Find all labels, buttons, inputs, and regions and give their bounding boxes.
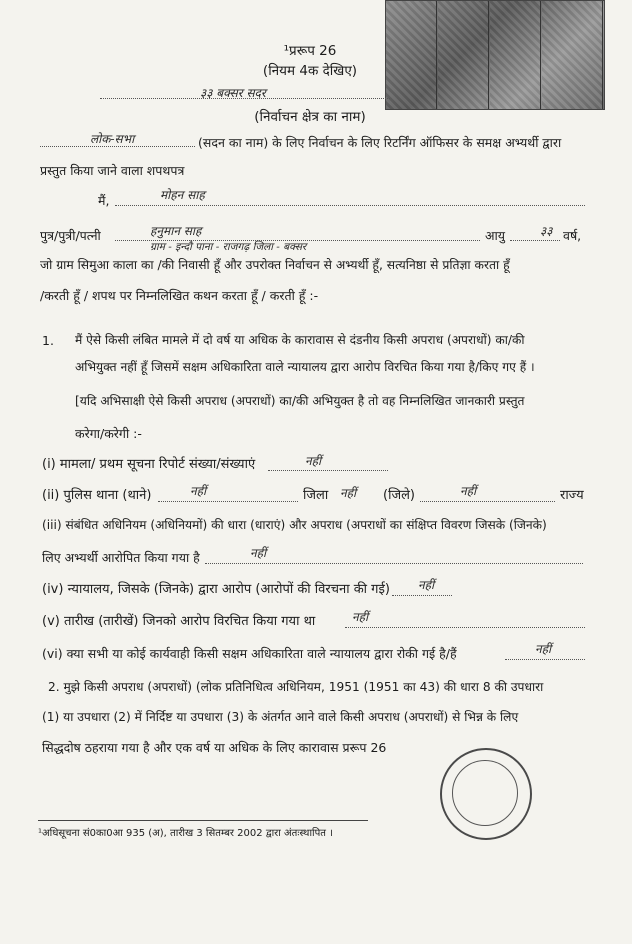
age-handwritten: ३३ bbox=[540, 224, 553, 238]
state-label: राज्य bbox=[560, 488, 584, 503]
item-iii-label-2: लिए अभ्यर्थी आरोपित किया गया है bbox=[42, 550, 200, 565]
item-i-answer: नहीं bbox=[305, 454, 322, 468]
section-1-number: 1. bbox=[42, 333, 54, 348]
footnote: ¹अधिसूचना सं0का0आ 935 (अ), तारीख 3 सितम्बर 2002 द्वारा अंतःस्थापित । bbox=[38, 828, 333, 839]
section-1-line-4: करेगा/करेगी :- bbox=[75, 426, 142, 441]
item-i-label: (i) मामला/ प्रथम सूचना रिपोर्ट संख्या/संख्याएं bbox=[42, 457, 256, 472]
footnote-divider bbox=[38, 820, 368, 821]
item-iii-answer: नहीं bbox=[250, 546, 267, 560]
item-v-label: (v) तारीख (तारीखें) जिनको आरोप विरचित किया गया था bbox=[42, 614, 316, 629]
item-ii-answer: नहीं bbox=[190, 484, 207, 498]
address-handwritten: ग्राम - इन्दौ पाना - राजगढ़ जिला - बक्सर bbox=[150, 241, 307, 253]
court-fee-stamps bbox=[385, 0, 605, 110]
section-2-line-2: (1) या उपधारा (2) में निर्दिष्ट या उपधारा (3) के अंतर्गत आने वाले किसी अपराध (अपराधों) से भिन्न के लिए bbox=[42, 710, 519, 724]
relation-label: पुत्र/पुत्री/पत्नी bbox=[40, 228, 101, 243]
section-2-line-3: सिद्धदोष ठहराया गया है और एक वर्ष या अधिक के लिए कारावास प्ररूप 26 bbox=[42, 740, 387, 755]
official-seal bbox=[440, 748, 532, 840]
item-iv-label: (iv) न्यायालय, जिसके (जिनके) द्वारा आरोप (आरोपों की विरचना की गई) bbox=[42, 582, 390, 597]
item-iv-answer: नहीं bbox=[418, 578, 435, 592]
item-ii-label: (ii) पुलिस थाना (थाने) bbox=[42, 488, 152, 503]
district-answer: नहीं bbox=[340, 486, 357, 500]
section-1-line-3: [यदि अभिसाक्षी ऐसे किसी अपराध (अपराधों) का/की अभियुक्त है तो वह निम्नलिखित जानकारी प्रस्तुत bbox=[75, 394, 525, 408]
year-label: वर्ष, bbox=[563, 228, 582, 243]
declaration-line: /करती हूँ / शपथ पर निम्नलिखित कथन करता हूँ / करती हूँ :- bbox=[40, 288, 319, 303]
main-prefix: मैं, bbox=[98, 193, 110, 208]
form-title: ¹प्ररूप 26 bbox=[283, 43, 337, 59]
item-v-answer: नहीं bbox=[352, 610, 369, 624]
father-name-handwritten: हनुमान साह bbox=[150, 224, 202, 238]
house-name-handwritten: लोक-सभा bbox=[90, 132, 135, 146]
district-paren: (जिले) bbox=[383, 488, 415, 503]
intro-line-2: प्रस्तुत किया जाने वाला शपथपत्र bbox=[40, 163, 185, 178]
resident-line: जो ग्राम सिमुआ काला का /की निवासी हूँ और उपरोक्त निर्वाचन से अभ्यर्थी हूँ, सत्यनिष्ठा से प्रतिज्ञा करता हूँ bbox=[40, 258, 510, 272]
section-1-line-1: मैं ऐसे किसी लंबित मामले में दो वर्ष या अधिक के कारावास से दंडनीय किसी अपराध (अपराधों) का/की bbox=[75, 333, 525, 347]
declarant-name-handwritten: मोहन साह bbox=[160, 188, 205, 202]
section-1-line-2: अभियुक्त नहीं हूँ जिसमें सक्षम अधिकारिता वाले न्यायालय द्वारा आरोप विरचित किया गया है/किए गए हैं । bbox=[75, 360, 535, 374]
state-answer: नहीं bbox=[460, 484, 477, 498]
rule-reference: (नियम 4क देखिए) bbox=[262, 63, 358, 79]
constituency-name-handwritten: ३३ बक्सर सदर bbox=[200, 86, 266, 100]
section-2-line-1: 2. मुझे किसी अपराध (अपराधों) (लोक प्रतिनिधित्व अधिनियम, 1951 (1951 का 43) की धारा 8 की उपधारा bbox=[48, 680, 544, 694]
item-vi-answer: नहीं bbox=[535, 642, 552, 656]
age-label: आयु bbox=[485, 228, 506, 243]
item-vi-label: (vi) क्या सभी या कोई कार्यवाही किसी सक्षम अधिकारिता वाले न्यायालय द्वारा रोकी गई है/हैं bbox=[42, 646, 457, 661]
district-label: जिला bbox=[303, 488, 329, 503]
constituency-caption: (निर्वाचन क्षेत्र का नाम) bbox=[254, 109, 366, 125]
item-iii-label: (iii) संबंधित अधिनियम (अधिनियमों) की धारा (धाराएं) और अपराध (अपराधों का संक्षिप्त विवरण जिसके (जिनके) bbox=[42, 518, 547, 532]
intro-line-1: (सदन का नाम) के लिए निर्वाचन के लिए रिटर्निंग ऑफिसर के समक्ष अभ्यर्थी द्वारा bbox=[198, 135, 562, 150]
